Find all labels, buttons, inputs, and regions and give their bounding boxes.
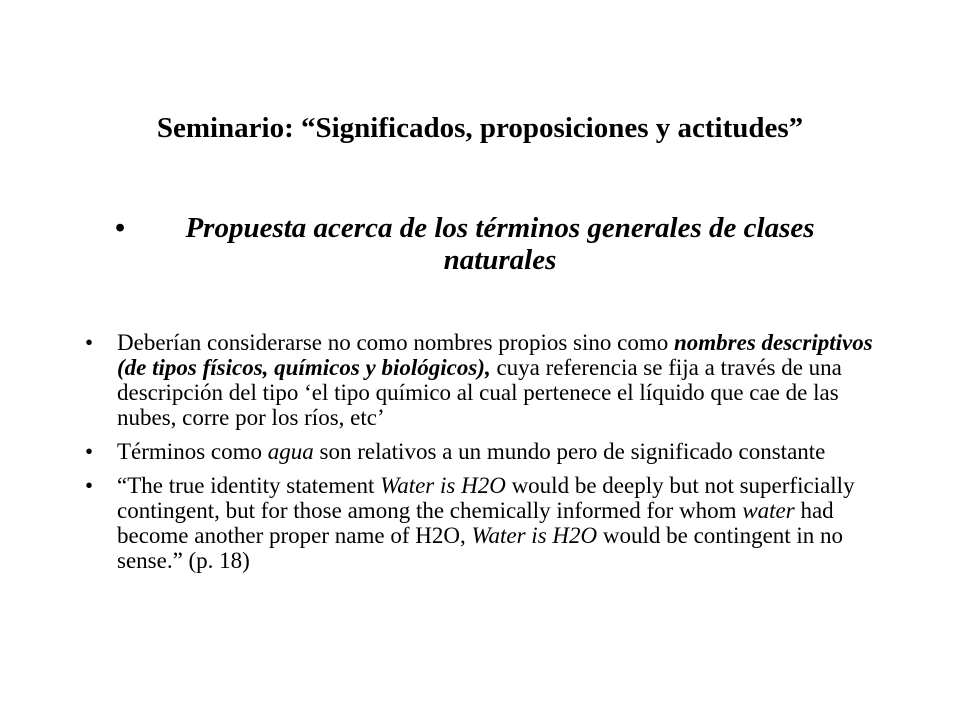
bullet-item-2: [85, 439, 875, 464]
bullet-text-segment: son relativos a un mundo pero de significado constante: [313, 439, 826, 464]
bullet-text-segment: Términos como: [117, 439, 268, 464]
bullet-list: [85, 330, 875, 582]
bullet-text-segment: would be contingent in no sense.” (p. 18): [117, 523, 844, 573]
bullet-italic-segment: Water is H2O: [471, 523, 598, 548]
bullet-text-segment: Deberían considerarse no como nombres propios sino como: [117, 330, 674, 355]
bullet-text-segment: would be deeply but not superficially contingent, but for those among the chemically informed for whom: [117, 473, 855, 523]
bullet-italic-segment: agua: [267, 439, 314, 464]
bullet-italic-segment: water: [742, 498, 795, 523]
bullet-emphasis-segment: nombres descriptivos (de tipos físicos, químicos y biológicos),: [117, 330, 873, 380]
bullet-item-3: [85, 473, 875, 573]
subtitle-text: Propuesta acerca de los términos generales de clases naturales: [185, 212, 815, 276]
bullet-text-segment: “The true identity statement: [117, 473, 381, 498]
subtitle-bullet: •: [115, 212, 126, 244]
bullet-marker: •: [85, 473, 94, 498]
bullet-italic-segment: Water is H2O: [380, 473, 506, 498]
bullet-text-segment: cuya referencia se fija a través de una descripción del tipo ‘el tipo químico al cual pertenece el líquido que cae de las nubes, corre por los ríos, etc’: [117, 355, 842, 430]
bullet-text-segment: had become another proper name of H2O,: [117, 498, 834, 548]
bullet-marker: •: [85, 330, 94, 355]
slide-subtitle: [110, 212, 870, 276]
slide-title: Seminario: “Significados, proposiciones y actitudes”: [156, 112, 804, 144]
bullet-item-1: [85, 330, 875, 430]
bullet-marker: •: [85, 439, 94, 464]
